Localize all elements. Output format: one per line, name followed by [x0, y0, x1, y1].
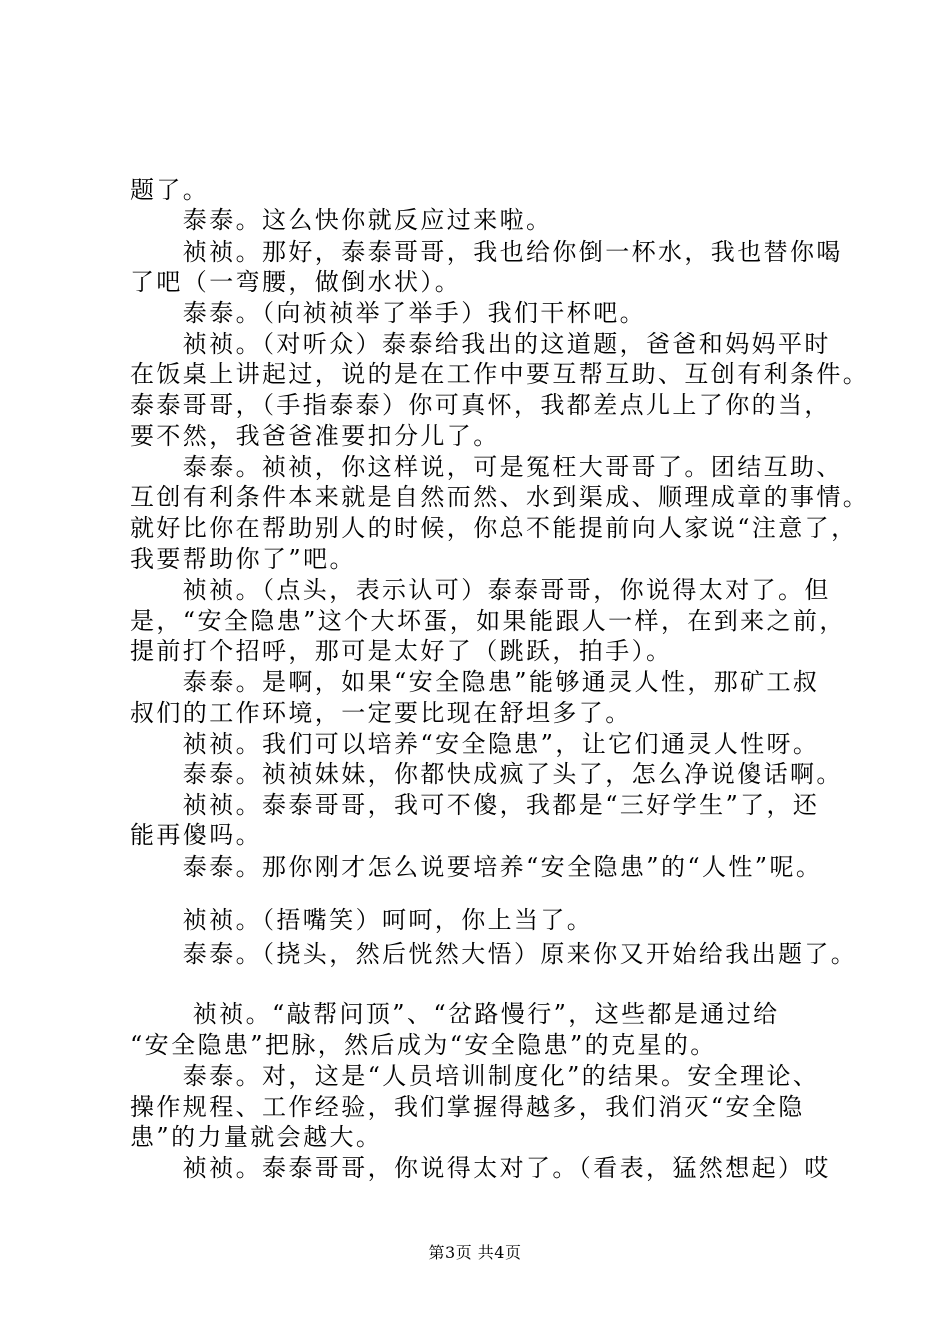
text-line: 了吧（一弯腰，做倒水状）。 [130, 268, 462, 296]
text-line: 祯祯。那好，泰泰哥哥，我也给你倒一杯水，我也替你喝 [130, 238, 843, 266]
text-line: 是，“安全隐患”这个大坏蛋，如果能跟人一样，在到来之前， [130, 607, 846, 635]
text-line: 互创有利条件本来就是自然而然、水到渠成、顺理成章的事情。 [130, 483, 870, 511]
text-line: 叔们的工作环境，一定要比现在舒坦多了。 [130, 699, 632, 727]
text-line: 泰泰。（挠头，然后恍然大悟）原来你又开始给我出题了。 [130, 940, 858, 968]
text-line: 泰泰。对，这是“人员培训制度化”的结果。安全理论、 [130, 1062, 820, 1090]
text-line: 操作规程、工作经验，我们掌握得越多，我们消灭“安全隐 [130, 1093, 805, 1121]
text-line: 就好比你在帮助别人的时候，你总不能提前向人家说“注意了， [130, 514, 858, 542]
text-line: 题了。 [130, 176, 210, 204]
page-number-footer: 第3页 共4页 [428, 1243, 522, 1262]
text-line: 要不然，我爸爸准要扣分儿了。 [130, 422, 500, 450]
text-line: 祯祯。（点头，表示认可）泰泰哥哥，你说得太对了。但 [130, 576, 831, 604]
text-line: 祯祯。我们可以培养“安全隐患”，让它们通灵人性呀。 [130, 730, 820, 758]
text-line: 泰泰。祯祯妹妹，你都快成疯了头了，怎么净说傻话啊。 [130, 760, 843, 788]
text-line: “安全隐患”把脉，然后成为“安全隐患”的克星的。 [130, 1031, 717, 1059]
text-line: 祯祯。（捂嘴笑）呵呵，你上当了。 [130, 906, 594, 934]
text-line: 我要帮助你了”吧。 [130, 545, 356, 573]
text-line: 祯祯。泰泰哥哥，我可不傻，我都是“三好学生”了，还 [130, 791, 820, 819]
text-line: 泰泰。（向祯祯举了举手）我们干杯吧。 [130, 299, 646, 327]
text-line: 祯祯。泰泰哥哥，你说得太对了。（看表，猛然想起）哎 [130, 1154, 831, 1182]
text-line: 泰泰。祯祯，你这样说，可是冤枉大哥哥了。团结互助、 [130, 453, 843, 481]
text-line: 患”的力量就会越大。 [130, 1123, 383, 1151]
text-line: 泰泰。那你刚才怎么说要培养“安全隐患”的“人性”呢。 [130, 853, 823, 881]
text-line: 祯祯。（对听众）泰泰给我出的这道题，爸爸和妈妈平时 [130, 330, 831, 358]
text-line: 祯祯。“敲帮问顶”、“岔路慢行”，这些都是通过给 [130, 1000, 780, 1028]
text-line: 提前打个招呼，那可是太好了（跳跃，拍手）。 [130, 637, 673, 665]
text-line: 能再傻吗。 [130, 821, 262, 849]
text-line: 泰泰哥哥，（手指泰泰）你可真怀，我都差点儿上了你的当， [130, 391, 831, 419]
text-line: 泰泰。这么快你就反应过来啦。 [130, 206, 553, 234]
text-line: 在饭桌上讲起过，说的是在工作中要互帮互助、互创有利条件。 [130, 360, 870, 388]
text-line: 泰泰。是啊，如果“安全隐患”能够通灵人性，那矿工叔 [130, 668, 820, 696]
